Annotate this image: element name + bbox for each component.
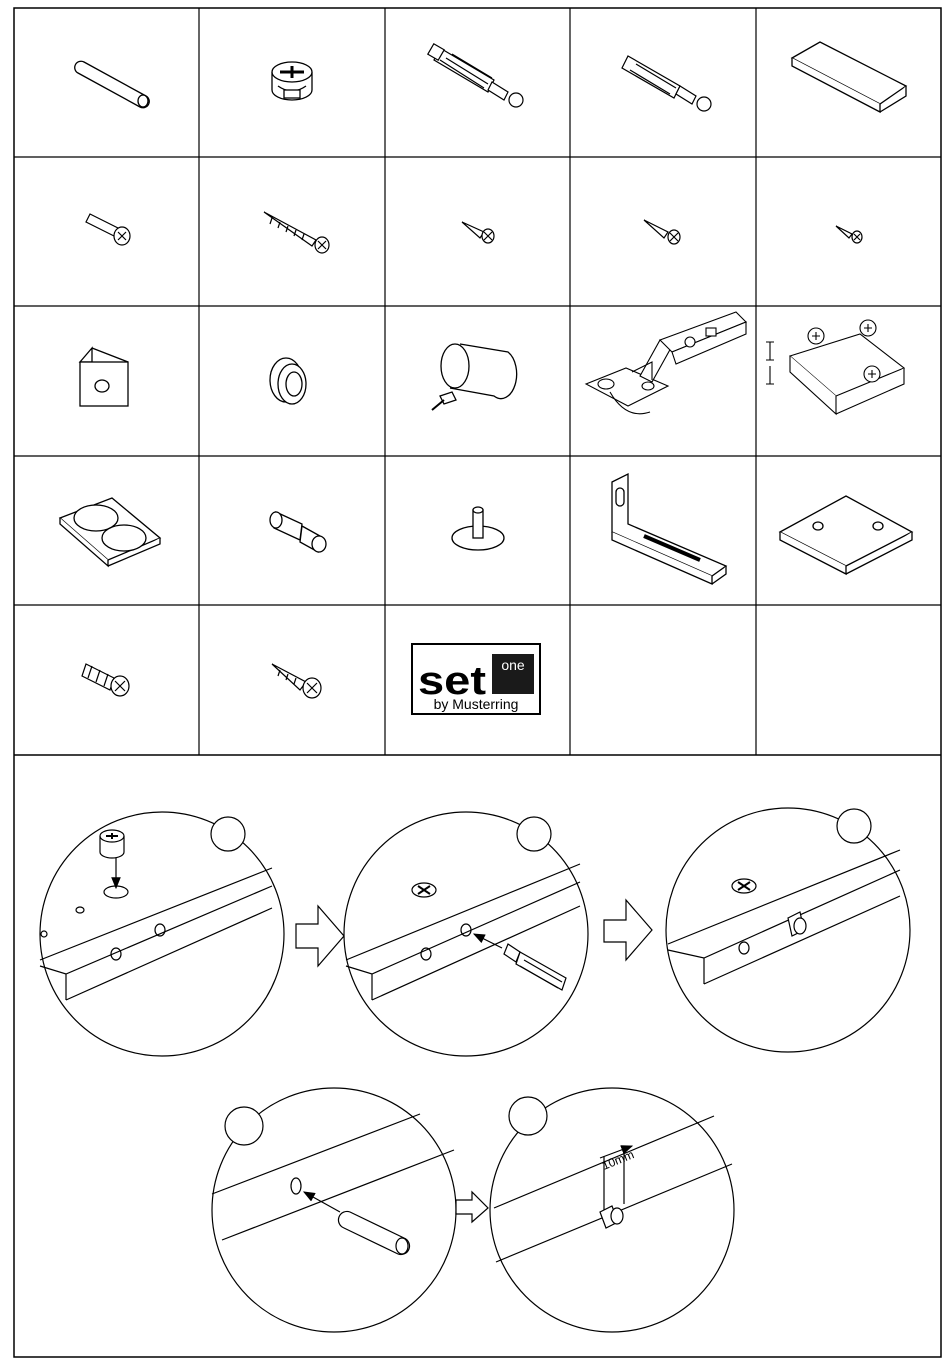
cam-lock-nut-icon xyxy=(272,62,312,100)
step-badge xyxy=(837,809,871,843)
tiny-screw-icon xyxy=(836,226,862,243)
short-screw-icon xyxy=(644,220,680,244)
nail-in-cap-icon xyxy=(432,344,517,410)
long-wood-screw-icon xyxy=(264,212,329,253)
step-badge xyxy=(509,1097,547,1135)
step-1-insert-cam-nut xyxy=(40,812,284,1056)
step-badge xyxy=(225,1107,263,1145)
pad-block-icon xyxy=(792,42,906,112)
cam-bolt-connector-icon xyxy=(428,44,523,107)
step-arrow xyxy=(296,906,344,966)
brand-logo xyxy=(412,644,540,714)
concealed-hinge-icon xyxy=(586,312,746,414)
pan-head-screw-icon xyxy=(82,664,129,696)
short-screw-icon xyxy=(462,222,494,243)
adhesive-bumper-icon xyxy=(60,498,160,566)
grommet-icon xyxy=(270,358,306,404)
step-badge xyxy=(517,817,551,851)
wooden-dowel-icon xyxy=(75,61,150,108)
step-4-insert-dowel xyxy=(212,1088,456,1332)
corner-bracket-icon xyxy=(80,348,128,406)
shelf-support-pin-icon xyxy=(270,512,326,552)
step-3-bolt-installed xyxy=(666,808,910,1052)
connector-pin-icon xyxy=(86,214,130,245)
step-2-insert-cam-bolt xyxy=(344,812,588,1056)
square-plate-icon xyxy=(780,496,912,574)
hinge-mounting-plate-icon xyxy=(766,320,904,414)
logo-badge: one xyxy=(501,657,525,673)
countersunk-screw-icon xyxy=(272,664,321,698)
cam-bolt-connector-icon xyxy=(622,56,711,111)
glide-nail-icon xyxy=(452,507,504,550)
logo-word: set xyxy=(418,659,486,703)
l-bracket-icon xyxy=(612,474,726,584)
step-arrow xyxy=(456,1192,488,1222)
step-badge xyxy=(211,817,245,851)
dimension-label: 10mm xyxy=(599,1147,637,1173)
step-arrow xyxy=(604,900,652,960)
step-5-dowel-depth xyxy=(490,1088,734,1332)
logo-tagline: by Musterring xyxy=(433,696,519,712)
